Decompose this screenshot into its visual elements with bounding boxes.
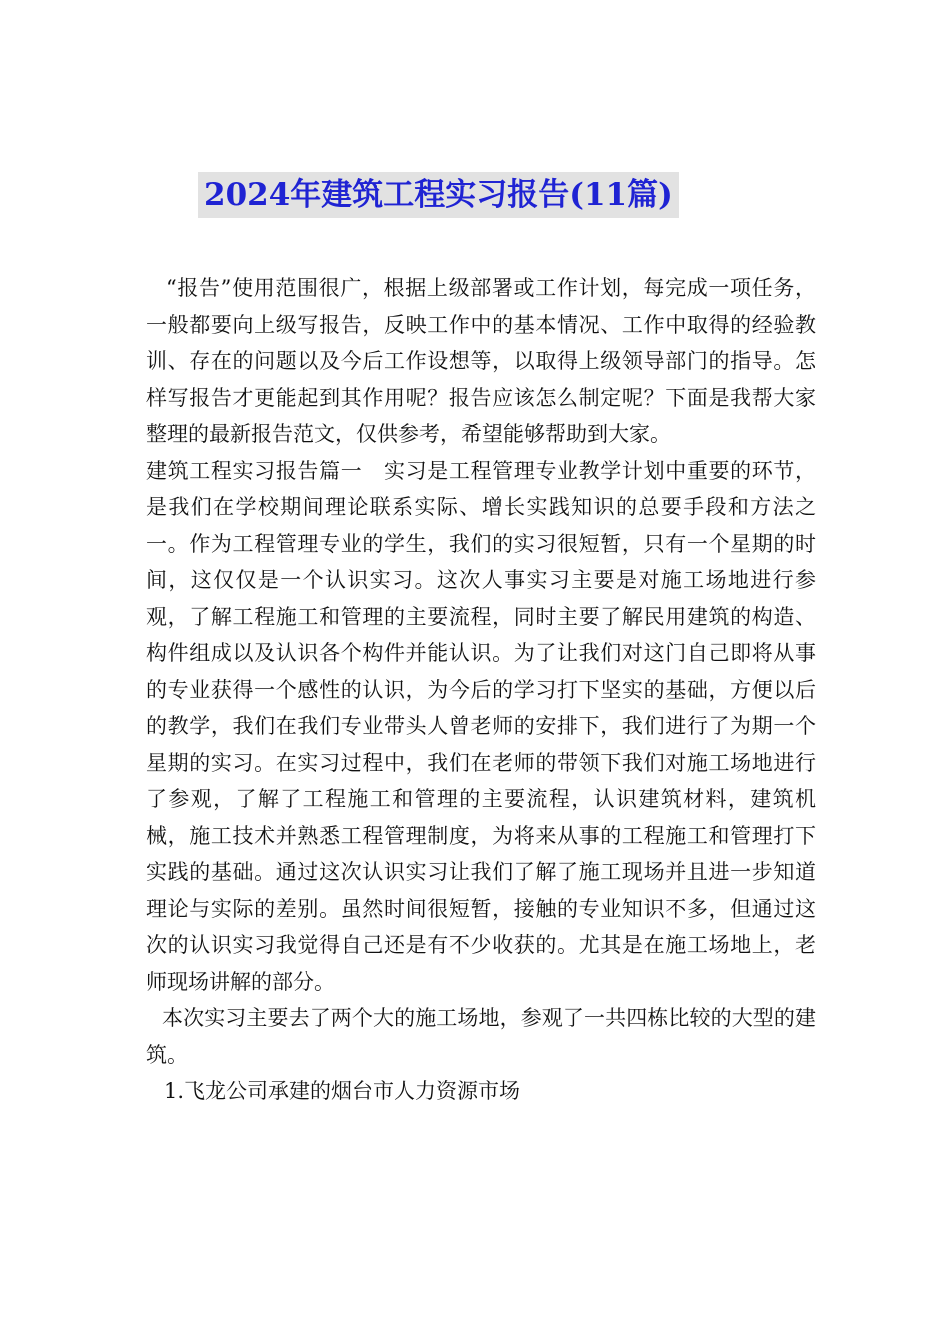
- site-visit-paragraph: 本次实习主要去了两个大的施工场地，参观了一共四栋比较的大型的建筑。: [146, 1006, 816, 1067]
- intro-paragraph: “报告”使用范围很广，根据上级部署或工作计划，每完成一项任务，一般都要向上级写报告，反映工作中的基本情况、工作中取得的经验教训、存在的问题以及今后工作设想等，以取得上级领导部门的指导。怎样写报告才更能起到其作用呢？报告应该怎么制定呢？下面是我帮大家整理的最新报告范文，仅供参考，希望能够帮助到大家。: [146, 276, 816, 446]
- list-item: 1.飞龙公司承建的烟台市人力资源市场: [164, 1079, 521, 1103]
- section-one-paragraph: 建筑工程实习报告篇一 实习是工程管理专业教学计划中重要的环节，是我们在学校期间理论联系实际、增长实践知识的总要手段和方法之一。作为工程管理专业的学生，我们的实习很短暂，只有一个星期的时间，这仅仅是一个认识实习。这次人事实习主要是对施工场地进行参观，了解工程施工和管理的主要流程，同时主要了解民用建筑的构造、构件组成以及认识各个构件并能认识。为了让我们对这门自己即将从事的专业获得一个感性的认识，为今后的学习打下坚实的基础，方便以后的教学，我们在我们专业带头人曾老师的安排下，我们进行了为期一个星期的实习。在实习过程中，我们在老师的带领下我们对施工场地进行了参观，了解了工程施工和管理的主要流程，认识建筑材料，建筑机械，施工技术并熟悉工程管理制度，为将来从事的工程施工和管理打下实践的基础。通过这次认识实习让我们了解了施工现场并且进一步知道理论与实际的差别。虽然时间很短暂，接触的专业知识不多，但通过这次的认识实习我觉得自己还是有不少收获的。尤其是在施工场地上，老师现场讲解的部分。: [146, 458, 816, 994]
- document-body: [146, 270, 816, 1110]
- document-title: 2024年建筑工程实习报告(11篇): [198, 172, 679, 218]
